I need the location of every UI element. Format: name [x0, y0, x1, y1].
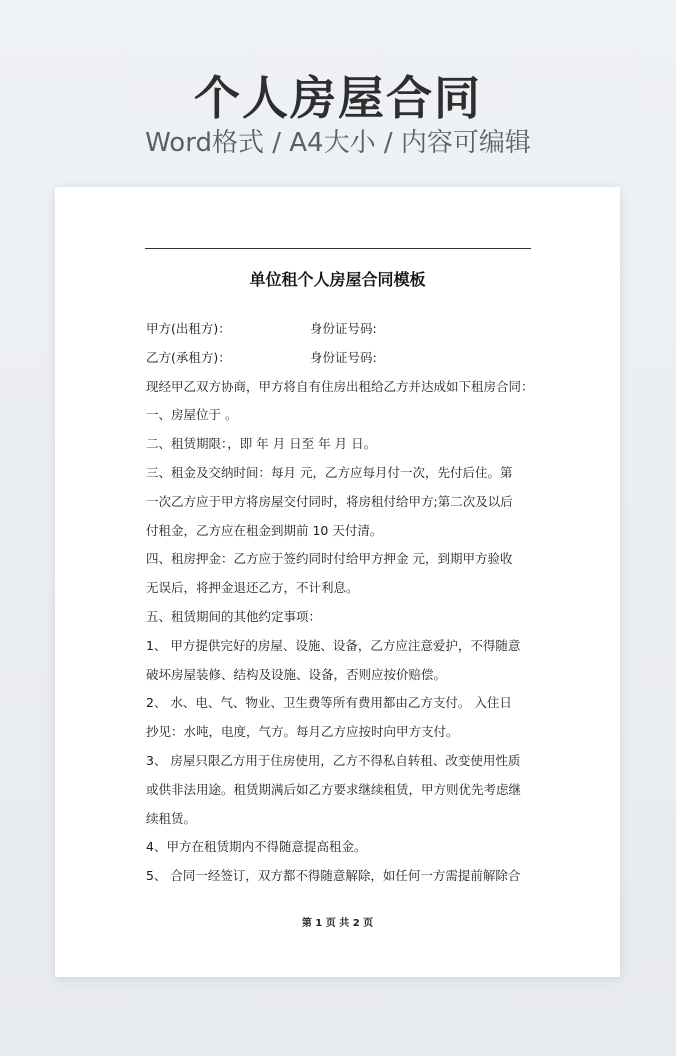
text-line: 续租赁。	[146, 810, 197, 826]
text-line: 三、租金及交纳时间：每月 元，乙方应每月付一次，先付后住。第	[146, 464, 513, 480]
text-line: 一、房屋位于 。	[146, 407, 238, 423]
text-line: 一次乙方应于甲方将房屋交付同时，将房租付给甲方;第二次及以后	[146, 493, 513, 509]
text-line: 3、 房屋只限乙方用于住房使用，乙方不得私自转租、改变使用性质	[146, 752, 521, 768]
party-a-label: 甲方(出租方)：	[146, 321, 231, 336]
text-line: 付租金，乙方应在租金到期前 10 天付清。	[146, 522, 383, 538]
party-b-label: 乙方(承租方)：	[146, 349, 231, 365]
text-line: 无误后，将押金退还乙方，不计利息。	[146, 580, 359, 596]
text-line: 四、租房押金：乙方应于签约同时付给甲方押金 元，到期甲方验收	[146, 551, 513, 567]
party-a-id-label: 身份证号码:	[310, 321, 377, 336]
text-line: 二、租赁期限：，即 年 月 日至 年 月 日。	[146, 436, 377, 452]
text-line: 1、 甲方提供完好的房屋、设施、设备，乙方应注意爱护，不得随意	[146, 637, 521, 653]
banner-title: 个人房屋合同	[194, 71, 482, 125]
page-number: 第 1 页 共 2 页	[301, 918, 374, 929]
text-line: 2、 水、电、气、物业、卫生费等所有费用都由乙方支付。 入住日	[146, 695, 512, 711]
document-body	[146, 315, 541, 891]
text-line: 或供非法用途。租赁期满后如乙方要求继续租赁，甲方则优先考虑继	[146, 781, 522, 797]
party-b-id-label: 身份证号码:	[310, 349, 377, 365]
text-line: 4、甲方在租赁期内不得随意提高租金。	[146, 839, 367, 855]
banner	[0, 0, 676, 180]
party-b-row	[146, 344, 541, 373]
document-page	[55, 187, 620, 977]
text-line: 5、 合同一经签订，双方都不得随意解除，如任何一方需提前解除合	[146, 868, 521, 884]
text-line: 现经甲乙双方协商，甲方将自有住房出租给乙方并达成如下租房合同：	[146, 378, 534, 394]
text-line: 五、租赁期间的其他约定事项：	[146, 608, 322, 624]
banner-subtitle: Word格式 / A4大小 / 内容可编辑	[145, 128, 531, 158]
party-a-row	[146, 315, 541, 344]
header-rule	[145, 248, 531, 249]
document-title: 单位租个人房屋合同模板	[249, 270, 426, 289]
text-line: 抄见：水吨，电度，气方。每月乙方应按时向甲方支付。	[146, 724, 459, 740]
text-line: 破坏房屋装修、结构及设施、设备，否则应按价赔偿。	[146, 666, 447, 682]
